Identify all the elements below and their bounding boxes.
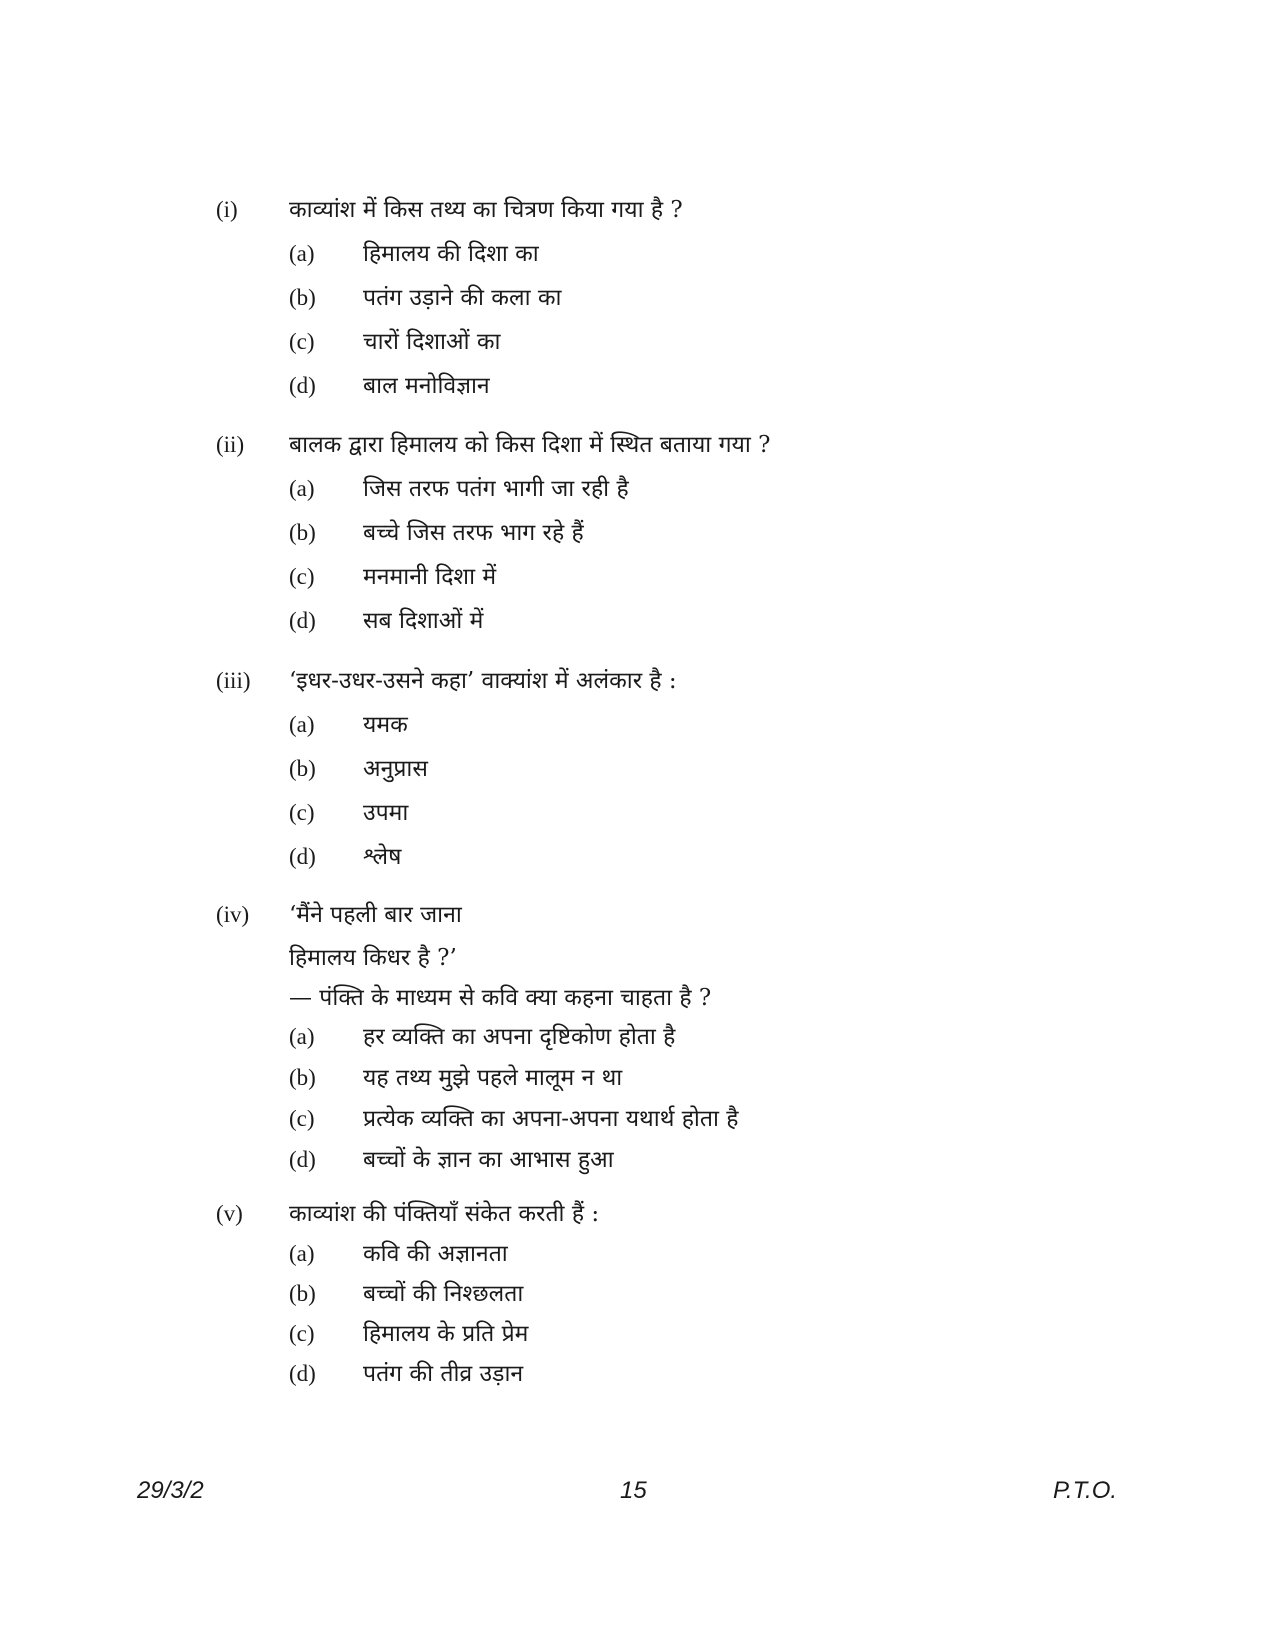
option-text: बच्चों की निश्छलता (363, 1281, 524, 1307)
option-label: (c) (289, 329, 315, 354)
option-d (216, 839, 1116, 883)
option-label: (a) (289, 712, 315, 737)
option-text: यह तथ्य मुझे पहले मालूम न था (363, 1065, 623, 1091)
option-list (216, 471, 1116, 647)
option-c (216, 795, 1116, 839)
question-1 (216, 192, 1116, 412)
option-c (216, 1101, 1116, 1142)
option-b (216, 751, 1116, 795)
option-text: बाल मनोविज्ञान (363, 373, 490, 399)
option-d (216, 1142, 1116, 1183)
option-list (216, 707, 1116, 883)
option-label: (b) (289, 1065, 316, 1090)
option-list (216, 1236, 1116, 1396)
option-label: (b) (289, 1281, 316, 1306)
question-number: (i) (216, 197, 238, 222)
option-c (216, 1316, 1116, 1356)
question-number: (v) (216, 1201, 243, 1226)
question-5 (216, 1196, 1116, 1396)
option-text: पतंग की तीव्र उड़ान (363, 1361, 524, 1387)
question-text-line-2: हिमालय किधर है ?’ (289, 945, 457, 971)
option-list (216, 1019, 1116, 1183)
option-d (216, 368, 1116, 412)
question-text: ‘मैंने पहली बार जाना (289, 902, 462, 928)
option-label: (a) (289, 241, 315, 266)
option-label: (c) (289, 1106, 315, 1131)
question-number: (iii) (216, 668, 251, 693)
option-b (216, 1060, 1116, 1101)
paper-code: 29/3/2 (137, 1477, 204, 1504)
question-text: ‘इधर-उधर-उसने कहा’ वाक्यांश में अलंकार है : (289, 668, 677, 694)
option-text: चारों दिशाओं का (363, 329, 501, 355)
option-text: जिस तरफ पतंग भागी जा रही है (363, 476, 629, 502)
page-number: 15 (620, 1477, 647, 1504)
option-text: मनमानी दिशा में (363, 564, 497, 590)
option-a (216, 1236, 1116, 1276)
option-label: (c) (289, 564, 315, 589)
option-label: (a) (289, 476, 315, 501)
option-label: (a) (289, 1024, 315, 1049)
option-text: कवि की अज्ञानता (363, 1241, 508, 1267)
option-text: बच्चे जिस तरफ भाग रहे हैं (363, 520, 584, 546)
option-label: (d) (289, 373, 316, 398)
option-text: प्रत्येक व्यक्ति का अपना-अपना यथार्थ होता है (363, 1106, 739, 1132)
option-label: (b) (289, 285, 316, 310)
question-text: काव्यांश की पंक्तियाँ संकेत करती हैं : (289, 1201, 600, 1227)
option-text: बच्चों के ज्ञान का आभास हुआ (363, 1147, 614, 1173)
option-d (216, 1356, 1116, 1396)
option-text: सब दिशाओं में (363, 608, 484, 634)
option-a (216, 471, 1116, 515)
question-4 (216, 897, 1116, 1183)
option-text: श्लेष (363, 844, 402, 870)
question-text: काव्यांश में किस तथ्य का चित्रण किया गया है ? (289, 197, 683, 223)
option-text: पतंग उड़ाने की कला का (363, 285, 562, 311)
option-a (216, 1019, 1116, 1060)
question-stem (216, 897, 1116, 933)
option-d (216, 603, 1116, 647)
question-stem (216, 663, 1116, 699)
question-stem (216, 192, 1116, 228)
question-2 (216, 427, 1116, 647)
option-list (216, 236, 1116, 412)
option-text: हिमालय की दिशा का (363, 241, 539, 267)
option-text: हर व्यक्ति का अपना दृष्टिकोण होता है (363, 1024, 676, 1050)
option-b (216, 280, 1116, 324)
option-label: (d) (289, 1147, 316, 1172)
option-text: अनुप्रास (363, 756, 428, 782)
option-text: उपमा (363, 800, 409, 826)
option-text: हिमालय के प्रति प्रेम (363, 1321, 529, 1347)
question-3 (216, 663, 1116, 883)
question-text: बालक द्वारा हिमालय को किस दिशा में स्थित बताया गया ? (289, 432, 771, 458)
question-number: (ii) (216, 432, 245, 457)
option-label: (b) (289, 520, 316, 545)
option-b (216, 515, 1116, 559)
option-a (216, 236, 1116, 280)
option-label: (c) (289, 1321, 315, 1346)
option-c (216, 324, 1116, 368)
question-text-line-3: — पंक्ति के माध्यम से कवि क्या कहना चाहता है ? (289, 985, 712, 1011)
question-number: (iv) (216, 902, 250, 927)
option-c (216, 559, 1116, 603)
option-label: (b) (289, 756, 316, 781)
option-a (216, 707, 1116, 751)
option-b (216, 1276, 1116, 1316)
pto-label: P.T.O. (1053, 1477, 1118, 1504)
option-label: (d) (289, 1361, 316, 1386)
option-label: (c) (289, 800, 315, 825)
option-label: (d) (289, 844, 316, 869)
option-label: (d) (289, 608, 316, 633)
question-stem (216, 1196, 1116, 1232)
option-text: यमक (363, 712, 408, 738)
question-stem (216, 427, 1116, 463)
option-label: (a) (289, 1241, 315, 1266)
